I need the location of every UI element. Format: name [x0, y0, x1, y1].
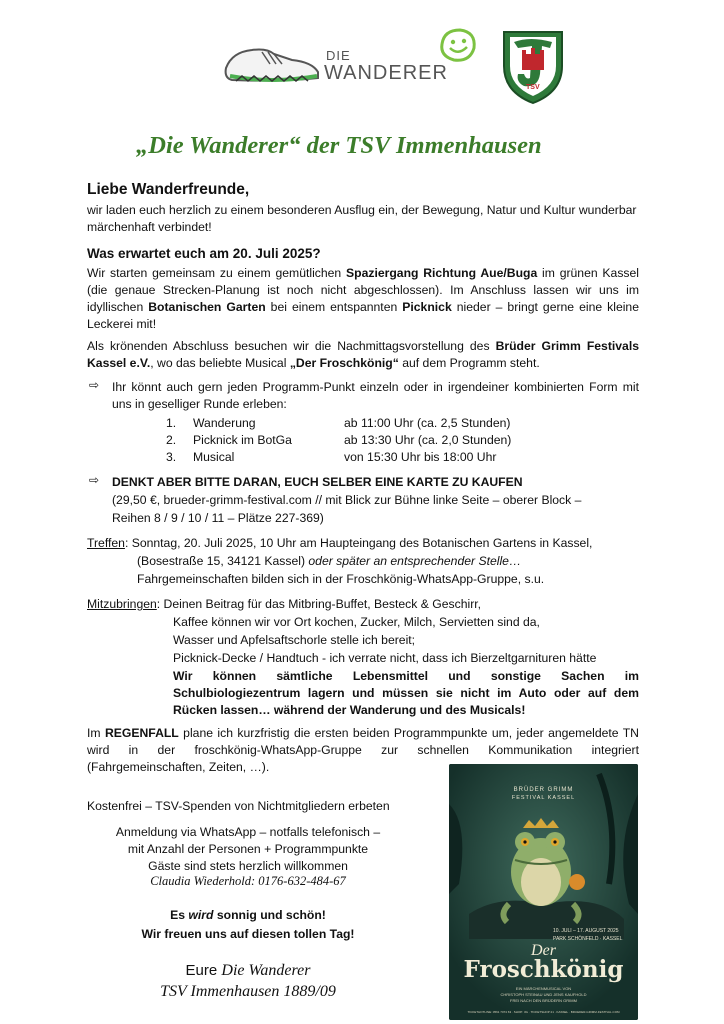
anmeldung-block: Anmeldung via WhatsApp – notfalls telefonisch – mit Anzahl der Personen + Programmpunkte Gäste sind stets herzlich willkommen [115, 825, 381, 873]
section-paragraph-1: Wir starten gemeinsam zu einem gemütlichen Spaziergang Richtung Aue/Buga im grünen Kassel (die genaue Strecken-Planung ist noch nicht abgeschlossen). Im Anschluss lassen wir uns im idyllischen Botanischen Garten bei einem entspannten Picknick nieder – bringt gerne eine kleine Leckerei mit! [87, 266, 639, 331]
shoe-icon [222, 38, 322, 88]
arrow-right-icon: ⇨ [89, 473, 100, 487]
poster-sub-2: CHRISTOPH STEINAU UND JENS KAUFHOLD [500, 992, 587, 997]
mitbringen-line-3: Wasser und Apfelsaftschorle stelle ich bereit; [173, 633, 416, 647]
kosten-text: Kostenfrei – TSV-Spenden von Nichtmitgliedern erbeten [87, 799, 390, 813]
mitbringen-line-1: Mitzubringen: Deinen Beitrag für das Mitbring-Buffet, Besteck & Geschirr, [87, 597, 482, 611]
program-item: Musical [193, 450, 235, 464]
signature-line-1: Eure Die Wanderer [185, 962, 311, 979]
program-number: 1. [166, 416, 177, 430]
logo-die-text: DIE [326, 48, 351, 63]
treffen-line-1: Treffen: Sonntag, 20. Juli 2025, 10 Uhr am Haupteingang des Botanischen Gartens in Kassel, [87, 536, 593, 550]
sunny-text: Es wird sonnig und schön! [170, 908, 326, 922]
mitbringen-line-4: Picknick-Decke / Handtuch - ich verrate nicht, dass ich Bierzeltgarnituren hätte [173, 651, 597, 665]
poster-top-1: BRÜDER GRIMM [513, 787, 574, 793]
program-list [166, 415, 566, 466]
treffen-label: Treffen [87, 536, 125, 550]
page-title: „Die Wanderer“ der TSV Immenhausen [136, 132, 542, 159]
logo-wanderer-text: WANDERER [324, 62, 448, 84]
program-number: 3. [166, 450, 177, 464]
poster-sub-1: EIN MÄRCHENMUSICAL VON [515, 986, 572, 991]
crest-text: TSV [526, 84, 540, 91]
poster-place: PARK SCHÖNFELD · KASSEL [553, 936, 623, 942]
smiley-icon [436, 26, 480, 66]
greeting-text: wir laden euch herzlich zu einem besonderen Ausflug ein, der Bewegung, Natur und Kultur wunderbar märchenhaft verbindet! [87, 203, 637, 234]
bullet-2-line-1: (29,50 €, brueder-grimm-festival.com // mit Blick zur Bühne linke Seite – oberer Block – [112, 493, 582, 507]
froschkoenig-poster [449, 764, 638, 1020]
signature-line-2: TSV Immenhausen 1889/09 [160, 983, 336, 1000]
tsv-crest [500, 26, 566, 106]
treffen-line-3: Fahrgemeinschaften bilden sich in der Froschkönig-WhatsApp-Gruppe, s.u. [137, 572, 545, 586]
poster-bottom: TICKETHOTLINE: 0561 7074 63 · SHOP: 3G · TICKETSHOP 21 · KASSEL · BRUEDER-GRIMM-FESTIVAL.COM [467, 1010, 620, 1014]
program-item: Picknick im BotGa [193, 433, 292, 447]
wanderer-logo [222, 30, 482, 94]
mitbringen-bold: Wir können sämtliche Lebensmittel und sonstige Sachen im Schulbiologiezentrum lagern und müssen sie nicht im Auto oder auf dem Rücken lassen… während der Wanderung und des Musicals! [173, 669, 639, 717]
program-row [166, 449, 566, 466]
section-heading: Was erwartet euch am 20. Juli 2025? [87, 246, 321, 261]
contact-text: Claudia Wiederhold: 0176-632-484-67 [150, 874, 346, 888]
program-time: von 15:30 Uhr bis 18:00 Uhr [344, 450, 497, 464]
program-number: 2. [166, 433, 177, 447]
bullet-1-text: Ihr könnt auch gern jeden Programm-Punkt einzeln oder in irgendeiner kombinierten Form mit uns in geselliger Runde erleben: [112, 380, 639, 411]
poster-sub-3: FREI NACH DEN BRÜDERN GRIMM [510, 998, 577, 1003]
mitbringen-label: Mitzubringen [87, 597, 157, 611]
bullet-2-heading: DENKT ABER BITTE DARAN, EUCH SELBER EINE KARTE ZU KAUFEN [112, 475, 523, 489]
program-time: ab 11:00 Uhr (ca. 2,5 Stunden) [344, 416, 511, 430]
section-paragraph-2: Als krönenden Abschluss besuchen wir die Nachmittagsvorstellung des Brüder Grimm Festivals Kassel e.V., wo das beliebte Musical „Der Froschkönig“ auf dem Programm steht. [87, 339, 639, 370]
bullet-2-line-2: Reihen 8 / 9 / 10 / 11 – Plätze 227-369) [112, 511, 324, 525]
program-time: ab 13:30 Uhr (ca. 2,0 Stunden) [344, 433, 512, 447]
program-row [166, 432, 566, 449]
poster-der: Der [531, 942, 556, 959]
freuen-text: Wir freuen uns auf diesen tollen Tag! [141, 927, 355, 941]
mitbringen-line-2: Kaffee können wir vor Ort kochen, Zucker, Milch, Servietten sind da, [173, 615, 540, 629]
treffen-line-2: (Bosestraße 15, 34121 Kassel) oder später an entsprechender Stelle… [137, 554, 522, 568]
poster-top-2: FESTIVAL KASSEL [511, 795, 576, 801]
greeting-heading: Liebe Wanderfreunde, [87, 181, 250, 198]
poster-title: Froschkönig [463, 956, 624, 983]
arrow-right-icon: ⇨ [89, 378, 100, 392]
program-item: Wanderung [193, 416, 256, 430]
poster-dates: 10. JULI – 17. AUGUST 2025 [553, 928, 619, 934]
regen-paragraph: Im REGENFALL plane ich kurzfristig die ersten beiden Programmpunkte um, jeder angemeldete TN wird in der froschkönig-WhatsApp-Gruppe zur schnellen Kommunikation integriert (Fahrgemeinschaften, Zeiten, …). [87, 726, 639, 774]
program-row [166, 415, 566, 432]
